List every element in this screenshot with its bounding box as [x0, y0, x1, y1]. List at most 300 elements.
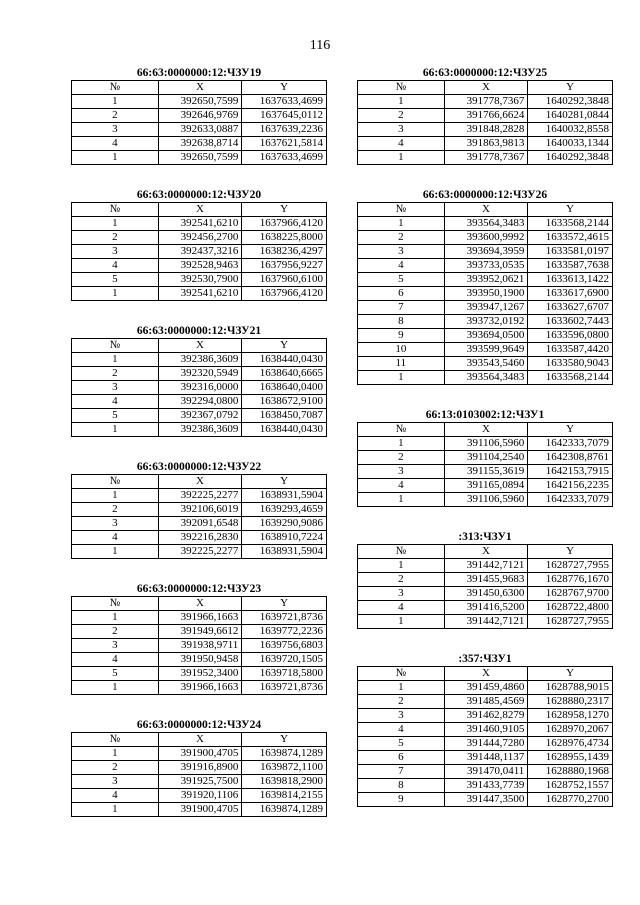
header-num: № — [358, 203, 445, 217]
header-y: Y — [528, 667, 613, 681]
x-coordinate-cell: 392456,2700 — [158, 231, 242, 245]
point-number-cell: 3 — [358, 245, 445, 259]
table-header-row — [358, 81, 613, 95]
y-coordinate-cell: 1628880,2317 — [528, 695, 613, 709]
x-coordinate-cell: 391925,7500 — [158, 775, 242, 789]
table-row — [72, 423, 327, 437]
y-coordinate-cell: 1642333,7079 — [528, 493, 613, 507]
table-row — [358, 287, 613, 301]
header-x: X — [444, 667, 528, 681]
x-coordinate-cell: 392091,6548 — [158, 517, 242, 531]
coordinate-block — [357, 67, 613, 165]
block-title: 66:63:0000000:12:ЧЗУ19 — [136, 67, 262, 79]
header-y: Y — [242, 597, 327, 611]
y-coordinate-cell: 1638225,8000 — [242, 231, 327, 245]
point-number-cell: 2 — [358, 231, 445, 245]
x-coordinate-cell: 392650,7599 — [158, 151, 242, 165]
y-coordinate-cell: 1628770,2700 — [528, 793, 613, 807]
point-number-cell: 2 — [358, 451, 445, 465]
table-row — [358, 573, 613, 587]
header-x: X — [158, 475, 242, 489]
y-coordinate-cell: 1639874,1289 — [242, 803, 327, 817]
y-coordinate-cell: 1633587,7638 — [528, 259, 613, 273]
point-number-cell: 5 — [72, 667, 159, 681]
header-x: X — [158, 203, 242, 217]
x-coordinate-cell: 391447,3500 — [444, 793, 528, 807]
point-number-cell: 3 — [72, 775, 159, 789]
table-row — [72, 259, 327, 273]
point-number-cell: 1 — [72, 747, 159, 761]
table-row — [358, 231, 613, 245]
y-coordinate-cell: 1639721,8736 — [242, 611, 327, 625]
table-row — [72, 517, 327, 531]
point-number-cell: 7 — [358, 765, 445, 779]
point-number-cell: 1 — [72, 611, 159, 625]
y-coordinate-cell: 1640033,1344 — [528, 137, 613, 151]
x-coordinate-cell: 393733,0535 — [444, 259, 528, 273]
y-coordinate-cell: 1637621,5814 — [242, 137, 327, 151]
y-coordinate-cell: 1633627,6707 — [528, 301, 613, 315]
table-header-row — [72, 475, 327, 489]
table-row — [358, 437, 613, 451]
y-coordinate-cell: 1640292,3848 — [528, 151, 613, 165]
y-coordinate-cell: 1633581,0197 — [528, 245, 613, 259]
point-number-cell: 1 — [72, 681, 159, 695]
x-coordinate-cell: 391966,1663 — [158, 611, 242, 625]
x-coordinate-cell: 391155,3619 — [444, 465, 528, 479]
page-number: 116 — [309, 38, 331, 53]
y-coordinate-cell: 1642333,7079 — [528, 437, 613, 451]
table-header-row — [72, 597, 327, 611]
coordinate-block — [71, 719, 327, 817]
table-row — [358, 601, 613, 615]
y-coordinate-cell: 1638931,5904 — [242, 489, 327, 503]
x-coordinate-cell: 393543,5460 — [444, 357, 528, 371]
table-row — [72, 667, 327, 681]
y-coordinate-cell: 1639720,1505 — [242, 653, 327, 667]
y-coordinate-cell: 1637633,4699 — [242, 151, 327, 165]
coordinate-block — [71, 461, 327, 559]
y-coordinate-cell: 1640032,8558 — [528, 123, 613, 137]
table-row — [358, 151, 613, 165]
point-number-cell: 1 — [358, 493, 445, 507]
block-title: :313:ЧЗУ1 — [458, 531, 512, 543]
y-coordinate-cell: 1639772,2236 — [242, 625, 327, 639]
point-number-cell: 3 — [358, 587, 445, 601]
header-num: № — [358, 423, 445, 437]
x-coordinate-cell: 391900,4705 — [158, 803, 242, 817]
table-row — [358, 709, 613, 723]
block-title: 66:63:0000000:12:ЧЗУ26 — [422, 189, 548, 201]
x-coordinate-cell: 392225,2277 — [158, 545, 242, 559]
point-number-cell: 4 — [72, 259, 159, 273]
table-row — [358, 343, 613, 357]
point-number-cell: 2 — [72, 761, 159, 775]
table-row — [72, 625, 327, 639]
x-coordinate-cell: 391938,9711 — [158, 639, 242, 653]
table-row — [358, 217, 613, 231]
coordinate-block — [71, 325, 327, 437]
table-row — [358, 451, 613, 465]
x-coordinate-cell: 392386,3609 — [158, 353, 242, 367]
header-num: № — [72, 81, 159, 95]
coordinate-table — [357, 422, 613, 507]
table-row — [358, 493, 613, 507]
table-row — [72, 531, 327, 545]
y-coordinate-cell: 1638236,4297 — [242, 245, 327, 259]
x-coordinate-cell: 393694,0500 — [444, 329, 528, 343]
x-coordinate-cell: 391416,5200 — [444, 601, 528, 615]
y-coordinate-cell: 1637645,0112 — [242, 109, 327, 123]
table-header-row — [72, 203, 327, 217]
x-coordinate-cell: 392294,0800 — [158, 395, 242, 409]
header-y: Y — [528, 81, 613, 95]
table-row — [72, 287, 327, 301]
point-number-cell: 3 — [358, 123, 445, 137]
point-number-cell: 8 — [358, 779, 445, 793]
y-coordinate-cell: 1628727,7955 — [528, 615, 613, 629]
table-row — [358, 329, 613, 343]
y-coordinate-cell: 1638910,7224 — [242, 531, 327, 545]
x-coordinate-cell: 391450,6300 — [444, 587, 528, 601]
table-row — [358, 259, 613, 273]
point-number-cell: 1 — [72, 217, 159, 231]
point-number-cell: 8 — [358, 315, 445, 329]
header-x: X — [444, 203, 528, 217]
header-y: Y — [242, 81, 327, 95]
block-title: 66:63:0000000:12:ЧЗУ21 — [136, 325, 262, 337]
point-number-cell: 4 — [72, 531, 159, 545]
y-coordinate-cell: 1628880,1968 — [528, 765, 613, 779]
block-title: 66:63:0000000:12:ЧЗУ25 — [422, 67, 548, 79]
point-number-cell: 2 — [72, 625, 159, 639]
point-number-cell: 3 — [72, 123, 159, 137]
table-row — [72, 381, 327, 395]
table-row — [72, 353, 327, 367]
x-coordinate-cell: 391485,4569 — [444, 695, 528, 709]
point-number-cell: 3 — [72, 381, 159, 395]
x-coordinate-cell: 392106,6019 — [158, 503, 242, 517]
point-number-cell: 3 — [72, 639, 159, 653]
y-coordinate-cell: 1633568,2144 — [528, 217, 613, 231]
table-row — [358, 123, 613, 137]
point-number-cell: 1 — [358, 371, 445, 385]
point-number-cell: 4 — [358, 137, 445, 151]
x-coordinate-cell: 391949,6612 — [158, 625, 242, 639]
x-coordinate-cell: 391900,4705 — [158, 747, 242, 761]
point-number-cell: 2 — [72, 503, 159, 517]
point-number-cell: 4 — [358, 601, 445, 615]
point-number-cell: 1 — [358, 217, 445, 231]
point-number-cell: 1 — [358, 681, 445, 695]
coordinate-table — [357, 666, 613, 807]
y-coordinate-cell: 1633613,1422 — [528, 273, 613, 287]
header-num: № — [358, 545, 445, 559]
coordinate-block — [357, 653, 613, 807]
table-header-row — [72, 733, 327, 747]
y-coordinate-cell: 1638672,9100 — [242, 395, 327, 409]
table-row — [358, 559, 613, 573]
header-x: X — [444, 81, 528, 95]
coordinate-table — [357, 544, 613, 629]
point-number-cell: 1 — [72, 803, 159, 817]
point-number-cell: 2 — [358, 109, 445, 123]
table-row — [358, 587, 613, 601]
table-row — [72, 803, 327, 817]
table-row — [72, 653, 327, 667]
x-coordinate-cell: 392528,9463 — [158, 259, 242, 273]
point-number-cell: 1 — [358, 95, 445, 109]
x-coordinate-cell: 392646,9769 — [158, 109, 242, 123]
table-header-row — [358, 667, 613, 681]
table-row — [358, 301, 613, 315]
x-coordinate-cell: 391104,2540 — [444, 451, 528, 465]
header-num: № — [72, 733, 159, 747]
table-row — [358, 793, 613, 807]
x-coordinate-cell: 391952,3400 — [158, 667, 242, 681]
point-number-cell: 2 — [72, 109, 159, 123]
point-number-cell: 5 — [358, 273, 445, 287]
table-row — [72, 639, 327, 653]
y-coordinate-cell: 1638450,7087 — [242, 409, 327, 423]
x-coordinate-cell: 392437,3216 — [158, 245, 242, 259]
header-num: № — [358, 667, 445, 681]
x-coordinate-cell: 391442,7121 — [444, 559, 528, 573]
x-coordinate-cell: 391766,6624 — [444, 109, 528, 123]
y-coordinate-cell: 1628976,4734 — [528, 737, 613, 751]
table-row — [72, 409, 327, 423]
block-title: 66:63:0000000:12:ЧЗУ22 — [136, 461, 262, 473]
point-number-cell: 4 — [358, 259, 445, 273]
table-row — [72, 747, 327, 761]
x-coordinate-cell: 393947,1267 — [444, 301, 528, 315]
x-coordinate-cell: 391470,0411 — [444, 765, 528, 779]
table-row — [72, 137, 327, 151]
header-num: № — [72, 475, 159, 489]
table-row — [358, 479, 613, 493]
x-coordinate-cell: 393599,9649 — [444, 343, 528, 357]
y-coordinate-cell: 1638640,0400 — [242, 381, 327, 395]
y-coordinate-cell: 1637960,6100 — [242, 273, 327, 287]
table-row — [72, 217, 327, 231]
x-coordinate-cell: 391848,2828 — [444, 123, 528, 137]
y-coordinate-cell: 1633596,0800 — [528, 329, 613, 343]
table-row — [358, 315, 613, 329]
y-coordinate-cell: 1637966,4120 — [242, 217, 327, 231]
y-coordinate-cell: 1628722,4800 — [528, 601, 613, 615]
y-coordinate-cell: 1637966,4120 — [242, 287, 327, 301]
table-row — [358, 615, 613, 629]
table-row — [72, 395, 327, 409]
y-coordinate-cell: 1640281,0844 — [528, 109, 613, 123]
x-coordinate-cell: 392316,0000 — [158, 381, 242, 395]
y-coordinate-cell: 1637633,4699 — [242, 95, 327, 109]
point-number-cell: 7 — [358, 301, 445, 315]
header-num: № — [358, 81, 445, 95]
point-number-cell: 5 — [358, 737, 445, 751]
point-number-cell: 2 — [358, 695, 445, 709]
y-coordinate-cell: 1639290,9086 — [242, 517, 327, 531]
point-number-cell: 1 — [72, 287, 159, 301]
point-number-cell: 3 — [72, 245, 159, 259]
table-row — [72, 273, 327, 287]
table-row — [72, 489, 327, 503]
table-row — [72, 151, 327, 165]
point-number-cell: 9 — [358, 793, 445, 807]
point-number-cell: 4 — [72, 653, 159, 667]
y-coordinate-cell: 1642156,2235 — [528, 479, 613, 493]
y-coordinate-cell: 1639874,1289 — [242, 747, 327, 761]
table-row — [358, 723, 613, 737]
x-coordinate-cell: 391448,1137 — [444, 751, 528, 765]
x-coordinate-cell: 392320,5949 — [158, 367, 242, 381]
table-row — [72, 231, 327, 245]
y-coordinate-cell: 1628788,9015 — [528, 681, 613, 695]
table-row — [358, 273, 613, 287]
x-coordinate-cell: 392530,7900 — [158, 273, 242, 287]
point-number-cell: 1 — [72, 545, 159, 559]
point-number-cell: 1 — [358, 559, 445, 573]
y-coordinate-cell: 1628767,9700 — [528, 587, 613, 601]
table-row — [72, 123, 327, 137]
y-coordinate-cell: 1633617,6900 — [528, 287, 613, 301]
y-coordinate-cell: 1639721,8736 — [242, 681, 327, 695]
table-row — [358, 681, 613, 695]
point-number-cell: 4 — [358, 479, 445, 493]
coordinate-table — [71, 80, 327, 165]
x-coordinate-cell: 393600,9992 — [444, 231, 528, 245]
point-number-cell: 1 — [358, 151, 445, 165]
point-number-cell: 10 — [358, 343, 445, 357]
y-coordinate-cell: 1628970,2067 — [528, 723, 613, 737]
table-row — [358, 765, 613, 779]
y-coordinate-cell: 1628776,1670 — [528, 573, 613, 587]
coordinate-table — [71, 596, 327, 695]
table-row — [72, 95, 327, 109]
y-coordinate-cell: 1642153,7915 — [528, 465, 613, 479]
point-number-cell: 6 — [358, 287, 445, 301]
y-coordinate-cell: 1633572,4615 — [528, 231, 613, 245]
y-coordinate-cell: 1628752,1557 — [528, 779, 613, 793]
x-coordinate-cell: 393564,3483 — [444, 217, 528, 231]
block-title: 66:13:0103002:12:ЧЗУ1 — [425, 409, 545, 421]
left-column — [71, 67, 327, 841]
table-row — [358, 751, 613, 765]
x-coordinate-cell: 393952,0621 — [444, 273, 528, 287]
table-row — [72, 545, 327, 559]
point-number-cell: 1 — [72, 489, 159, 503]
x-coordinate-cell: 393950,1900 — [444, 287, 528, 301]
y-coordinate-cell: 1639814,2155 — [242, 789, 327, 803]
point-number-cell: 2 — [72, 231, 159, 245]
y-coordinate-cell: 1638931,5904 — [242, 545, 327, 559]
x-coordinate-cell: 393694,3959 — [444, 245, 528, 259]
x-coordinate-cell: 391778,7367 — [444, 95, 528, 109]
header-y: Y — [242, 475, 327, 489]
header-num: № — [72, 597, 159, 611]
x-coordinate-cell: 391920,1106 — [158, 789, 242, 803]
x-coordinate-cell: 392367,0792 — [158, 409, 242, 423]
table-row — [358, 95, 613, 109]
x-coordinate-cell: 391165,0894 — [444, 479, 528, 493]
point-number-cell: 2 — [358, 573, 445, 587]
x-coordinate-cell: 391778,7367 — [444, 151, 528, 165]
header-y: Y — [242, 733, 327, 747]
y-coordinate-cell: 1640292,3848 — [528, 95, 613, 109]
x-coordinate-cell: 391444,7280 — [444, 737, 528, 751]
table-row — [72, 761, 327, 775]
table-row — [358, 109, 613, 123]
table-row — [358, 465, 613, 479]
x-coordinate-cell: 391460,9105 — [444, 723, 528, 737]
y-coordinate-cell: 1639718,5800 — [242, 667, 327, 681]
point-number-cell: 4 — [72, 137, 159, 151]
header-x: X — [158, 597, 242, 611]
x-coordinate-cell: 391462,8279 — [444, 709, 528, 723]
coordinate-table — [71, 474, 327, 559]
y-coordinate-cell: 1639818,2900 — [242, 775, 327, 789]
x-coordinate-cell: 392541,6210 — [158, 217, 242, 231]
y-coordinate-cell: 1639293,4659 — [242, 503, 327, 517]
point-number-cell: 1 — [72, 151, 159, 165]
table-row — [72, 681, 327, 695]
x-coordinate-cell: 393564,3483 — [444, 371, 528, 385]
coordinate-table — [71, 202, 327, 301]
block-title: 66:63:0000000:12:ЧЗУ24 — [136, 719, 262, 731]
point-number-cell: 5 — [72, 409, 159, 423]
coordinate-block — [357, 409, 613, 507]
coordinate-block — [71, 67, 327, 165]
x-coordinate-cell: 392216,2830 — [158, 531, 242, 545]
point-number-cell: 5 — [72, 273, 159, 287]
x-coordinate-cell: 391863,9813 — [444, 137, 528, 151]
table-header-row — [72, 339, 327, 353]
x-coordinate-cell: 391442,7121 — [444, 615, 528, 629]
table-row — [72, 245, 327, 259]
table-row — [72, 611, 327, 625]
x-coordinate-cell: 391106,5960 — [444, 437, 528, 451]
right-column — [357, 67, 613, 831]
header-x: X — [444, 545, 528, 559]
table-row — [72, 775, 327, 789]
header-y: Y — [528, 203, 613, 217]
x-coordinate-cell: 391950,9458 — [158, 653, 242, 667]
table-row — [358, 137, 613, 151]
y-coordinate-cell: 1637639,2236 — [242, 123, 327, 137]
y-coordinate-cell: 1633568,2144 — [528, 371, 613, 385]
header-x: X — [158, 733, 242, 747]
table-row — [358, 695, 613, 709]
coordinate-block — [357, 531, 613, 629]
table-row — [358, 779, 613, 793]
table-row — [358, 737, 613, 751]
x-coordinate-cell: 392386,3609 — [158, 423, 242, 437]
coordinate-table — [357, 80, 613, 165]
y-coordinate-cell: 1638440,0430 — [242, 423, 327, 437]
table-row — [72, 789, 327, 803]
x-coordinate-cell: 391966,1663 — [158, 681, 242, 695]
x-coordinate-cell: 391459,4860 — [444, 681, 528, 695]
table-row — [358, 357, 613, 371]
point-number-cell: 1 — [72, 423, 159, 437]
table-header-row — [358, 423, 613, 437]
table-row — [72, 109, 327, 123]
point-number-cell: 1 — [72, 353, 159, 367]
header-y: Y — [242, 339, 327, 353]
table-row — [72, 503, 327, 517]
point-number-cell: 2 — [72, 367, 159, 381]
point-number-cell: 3 — [358, 709, 445, 723]
